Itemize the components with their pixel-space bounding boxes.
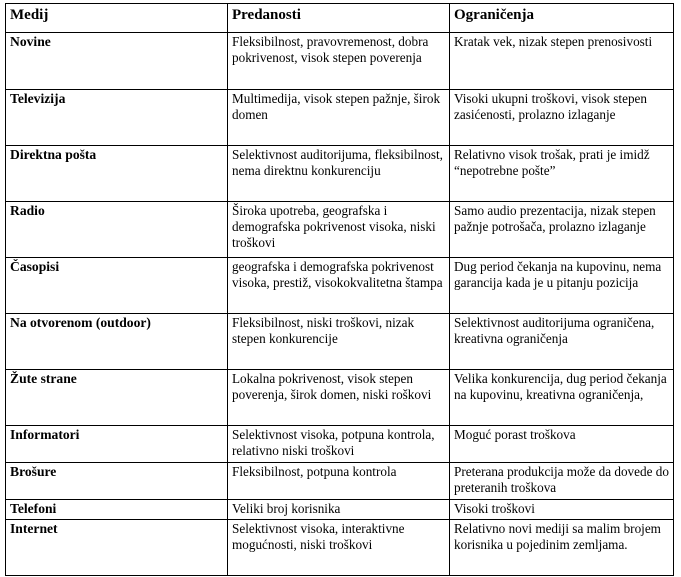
table-header-row bbox=[6, 4, 674, 33]
advantages-cell: Fleksibilnost, pravovremenost, dobra pokrivenost, visok stepen poverenja bbox=[228, 33, 450, 90]
medium-cell: Na otvorenom (outdoor) bbox=[6, 314, 228, 370]
table-row bbox=[6, 258, 674, 314]
limitations-cell: Moguć porast troškova bbox=[450, 426, 674, 463]
medium-cell: Internet bbox=[6, 520, 228, 576]
limitations-cell: Velika konkurencija, dug period čekanja na kupovinu, kreativna ograničenja, bbox=[450, 370, 674, 426]
document-page bbox=[5, 3, 674, 576]
table-row bbox=[6, 370, 674, 426]
advantages-cell: geografska i demografska pokrivenost visoka, prestiž, visokokvalitetna štampa bbox=[228, 258, 450, 314]
advantages-cell: Selektivnost auditorijuma, fleksibilnost, nema direktnu konkurenciju bbox=[228, 146, 450, 202]
table-row bbox=[6, 314, 674, 370]
advantages-cell: Veliki broj korisnika bbox=[228, 500, 450, 520]
limitations-cell: Visoki troškovi bbox=[450, 500, 674, 520]
limitations-cell: Samo audio prezentacija, nizak stepen pažnje potrošača, prolazno izlaganje bbox=[450, 202, 674, 258]
limitations-cell: Relativno visok trošak, prati je imidž “nepotrebne pošte” bbox=[450, 146, 674, 202]
table-row bbox=[6, 426, 674, 463]
medium-cell: Časopisi bbox=[6, 258, 228, 314]
advantages-cell: Multimedija, visok stepen pažnje, širok domen bbox=[228, 90, 450, 146]
media-comparison-table bbox=[5, 3, 674, 576]
advantages-cell: Lokalna pokrivenost, visok stepen poverenja, širok domen, niski roškovi bbox=[228, 370, 450, 426]
table-row bbox=[6, 520, 674, 576]
advantages-cell: Selektivnost visoka, potpuna kontrola, relativno niski troškovi bbox=[228, 426, 450, 463]
medium-cell: Direktna pošta bbox=[6, 146, 228, 202]
advantages-cell: Široka upotreba, geografska i demografska pokrivenost visoka, niski troškovi bbox=[228, 202, 450, 258]
header-advantages: Predanosti bbox=[228, 4, 450, 33]
header-limitations: Ograničenja bbox=[450, 4, 674, 33]
header-medium: Medij bbox=[6, 4, 228, 33]
limitations-cell: Visoki ukupni troškovi, visok stepen zasićenosti, prolazno izlaganje bbox=[450, 90, 674, 146]
limitations-cell: Selektivnost auditorijuma ograničena, kreativna ograničenja bbox=[450, 314, 674, 370]
table-row bbox=[6, 463, 674, 500]
advantages-cell: Fleksibilnost, potpuna kontrola bbox=[228, 463, 450, 500]
medium-cell: Televizija bbox=[6, 90, 228, 146]
medium-cell: Žute strane bbox=[6, 370, 228, 426]
limitations-cell: Dug period čekanja na kupovinu, nema garancija kada je u pitanju pozicija bbox=[450, 258, 674, 314]
limitations-cell: Relativno novi mediji sa malim brojem korisnika u pojedinim zemljama. bbox=[450, 520, 674, 576]
table-row bbox=[6, 33, 674, 90]
limitations-cell: Kratak vek, nizak stepen prenosivosti bbox=[450, 33, 674, 90]
medium-cell: Radio bbox=[6, 202, 228, 258]
medium-cell: Brošure bbox=[6, 463, 228, 500]
table-row bbox=[6, 146, 674, 202]
medium-cell: Telefoni bbox=[6, 500, 228, 520]
table-row bbox=[6, 202, 674, 258]
table-row bbox=[6, 500, 674, 520]
medium-cell: Informatori bbox=[6, 426, 228, 463]
advantages-cell: Selektivnost visoka, interaktivne mogućnosti, niski troškovi bbox=[228, 520, 450, 576]
table-row bbox=[6, 90, 674, 146]
advantages-cell: Fleksibilnost, niski troškovi, nizak stepen konkurencije bbox=[228, 314, 450, 370]
medium-cell: Novine bbox=[6, 33, 228, 90]
limitations-cell: Preterana produkcija može da dovede do preteranih troškova bbox=[450, 463, 674, 500]
